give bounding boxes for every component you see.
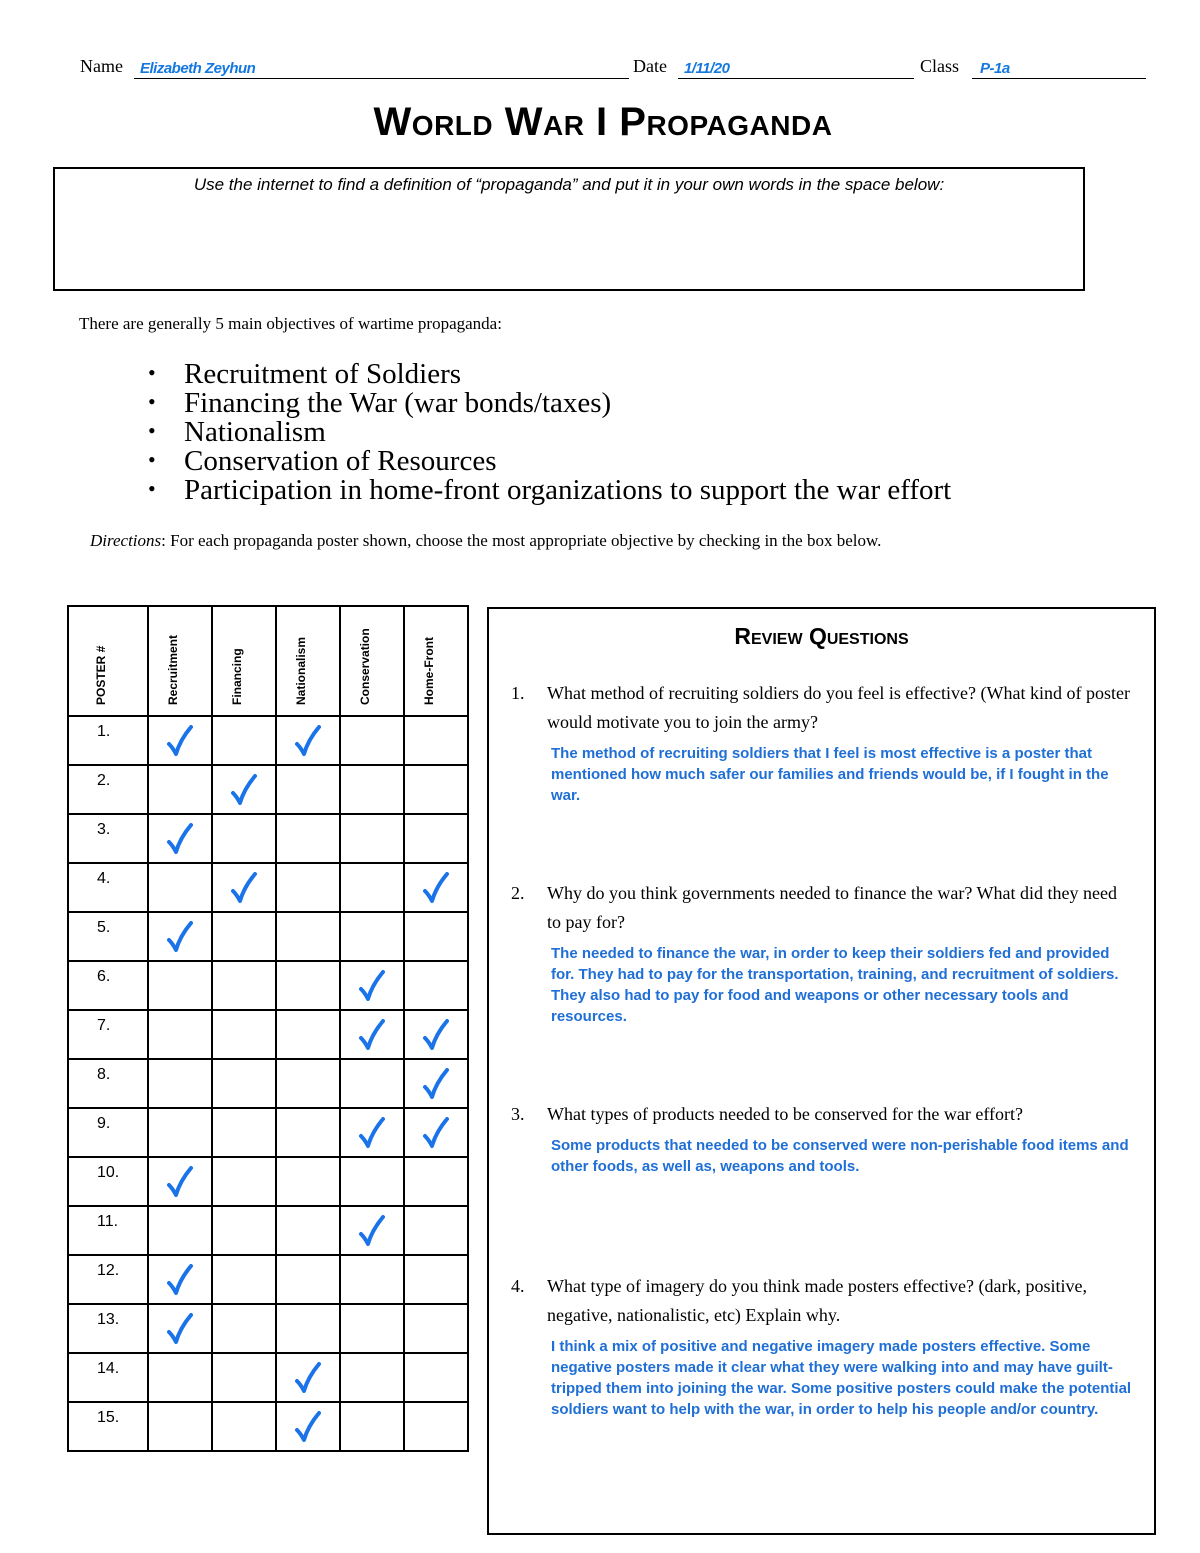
checkbox-cell[interactable] xyxy=(340,863,404,912)
checkbox-cell[interactable] xyxy=(340,1157,404,1206)
table-row xyxy=(68,1353,468,1402)
list-item: • Participation in home-front organizations to support the war effort xyxy=(148,474,952,506)
checkbox-cell[interactable] xyxy=(212,1059,276,1108)
table-row xyxy=(68,912,468,961)
checkbox-cell[interactable] xyxy=(276,1157,340,1206)
checkbox-cell[interactable] xyxy=(148,814,212,863)
poster-number-cell xyxy=(68,912,148,961)
checkmark-icon xyxy=(421,871,451,905)
home-front-header-cell xyxy=(404,606,468,716)
checkbox-cell[interactable] xyxy=(276,1353,340,1402)
poster-number-cell xyxy=(68,765,148,814)
checkmark-icon xyxy=(357,1116,387,1150)
checkbox-cell[interactable] xyxy=(276,912,340,961)
checkmark-icon xyxy=(357,1018,387,1052)
checkbox-cell[interactable] xyxy=(404,1353,468,1402)
date-field[interactable] xyxy=(678,58,914,79)
poster-number-cell xyxy=(68,1206,148,1255)
checkbox-cell[interactable] xyxy=(404,1304,468,1353)
checkmark-icon xyxy=(229,871,259,905)
checkbox-cell[interactable] xyxy=(340,1402,404,1451)
checkbox-cell[interactable] xyxy=(148,1255,212,1304)
question-3 xyxy=(511,1100,1132,1177)
checkbox-cell[interactable] xyxy=(276,1304,340,1353)
checkbox-cell[interactable] xyxy=(404,1059,468,1108)
checkbox-cell[interactable] xyxy=(340,961,404,1010)
checkbox-cell[interactable] xyxy=(340,1059,404,1108)
question-4 xyxy=(511,1272,1132,1420)
directions-label: Directions xyxy=(90,531,162,550)
checkbox-cell[interactable] xyxy=(404,814,468,863)
poster-number: 5. xyxy=(97,919,111,936)
checkbox-cell[interactable] xyxy=(212,716,276,765)
poster-number-cell xyxy=(68,1108,148,1157)
checkbox-cell[interactable] xyxy=(340,912,404,961)
checkbox-cell[interactable] xyxy=(404,1157,468,1206)
list-item: • Financing the War (war bonds/taxes) xyxy=(148,387,612,419)
checkbox-cell[interactable] xyxy=(148,716,212,765)
class-field[interactable] xyxy=(972,58,1146,79)
answer-field[interactable]: The needed to finance the war, in order to keep their soldiers fed and provided for. They had to pay for the transportation, training, and recruitment of soldiers. They also had to pay for food and weapons or other necessary tools and resources. xyxy=(551,945,1119,1025)
checkbox-cell[interactable] xyxy=(276,863,340,912)
list-item: • Nationalism xyxy=(148,416,326,448)
checkmark-icon xyxy=(421,1067,451,1101)
checkbox-cell[interactable] xyxy=(212,1353,276,1402)
table-row xyxy=(68,814,468,863)
checkbox-cell[interactable] xyxy=(276,814,340,863)
poster-number: 7. xyxy=(97,1017,111,1034)
table-row xyxy=(68,1255,468,1304)
checkbox-cell[interactable] xyxy=(404,1255,468,1304)
checkbox-cell[interactable] xyxy=(148,863,212,912)
home-front-header: Home-Front xyxy=(422,637,436,705)
definition-prompt: Use the internet to find a definition of “propaganda” and put it in your own words in the space below: xyxy=(193,175,945,194)
poster-number-cell xyxy=(68,1059,148,1108)
checkbox-cell[interactable] xyxy=(148,1157,212,1206)
checkbox-cell[interactable] xyxy=(404,1010,468,1059)
checkbox-cell[interactable] xyxy=(212,1010,276,1059)
checkbox-cell[interactable] xyxy=(212,1304,276,1353)
checkbox-cell[interactable] xyxy=(212,1402,276,1451)
question-number: 4. xyxy=(511,1276,525,1296)
answer-field[interactable]: Some products that needed to be conserved were non-perishable food items and other foods, as well as, weapons and tools. xyxy=(551,1137,1129,1175)
checkbox-cell[interactable] xyxy=(212,765,276,814)
objectives-list xyxy=(148,358,952,506)
financing-header: Financing xyxy=(230,648,244,705)
checkbox-cell[interactable] xyxy=(212,961,276,1010)
question-text: Why do you think governments needed to finance the war? What did they need to pay for? xyxy=(547,883,1117,932)
poster-number: 9. xyxy=(97,1115,111,1132)
directions xyxy=(90,531,881,551)
table-row xyxy=(68,1157,468,1206)
name-value: Elizabeth Zeyhun xyxy=(140,60,256,77)
checkbox-cell[interactable] xyxy=(276,961,340,1010)
checkbox-cell[interactable] xyxy=(276,1108,340,1157)
review-title: Review Questions xyxy=(734,623,909,649)
nationalism-header: Nationalism xyxy=(294,636,308,705)
table-row xyxy=(68,1304,468,1353)
table-row xyxy=(68,1059,468,1108)
table-row xyxy=(68,1108,468,1157)
checkmark-icon xyxy=(293,1361,323,1395)
answer-field[interactable]: I think a mix of positive and negative imagery made posters effective. Some negative posters made it clear what they were walking into and may have guilt-tripped them into joining the war. Some positive posters could make the potential soldiers want to help with the war, in order to help his people and/or country. xyxy=(551,1338,1132,1418)
poster-number-cell xyxy=(68,1157,148,1206)
checkbox-cell[interactable] xyxy=(404,1206,468,1255)
definition-box[interactable] xyxy=(53,167,1085,291)
checkbox-cell[interactable] xyxy=(404,863,468,912)
objectives-intro: There are generally 5 main objectives of wartime propaganda: xyxy=(79,314,502,333)
poster-number-cell xyxy=(68,1353,148,1402)
name-field[interactable] xyxy=(134,58,434,79)
checkbox-cell[interactable] xyxy=(340,1353,404,1402)
question-2 xyxy=(511,879,1132,1027)
checkmark-icon xyxy=(357,969,387,1003)
table-row xyxy=(68,716,468,765)
table-row xyxy=(68,863,468,912)
checkbox-cell[interactable] xyxy=(404,961,468,1010)
checkbox-cell[interactable] xyxy=(340,1108,404,1157)
conservation-header-cell xyxy=(340,606,404,716)
poster-number-header: POSTER # xyxy=(94,645,108,705)
checkbox-cell[interactable] xyxy=(276,1402,340,1451)
table-row xyxy=(68,961,468,1010)
directions-text: : For each propaganda poster shown, choose the most appropriate objective by checking in the box below. xyxy=(161,531,882,550)
checkbox-cell[interactable] xyxy=(276,716,340,765)
recruitment-header: Recruitment xyxy=(166,634,180,705)
poster-number-cell xyxy=(68,1255,148,1304)
checkmark-icon xyxy=(421,1116,451,1150)
poster-number: 1. xyxy=(97,723,111,740)
checkmark-icon xyxy=(165,1263,195,1297)
checkbox-cell[interactable] xyxy=(340,765,404,814)
review-box xyxy=(487,607,1156,1535)
checkbox-cell[interactable] xyxy=(404,765,468,814)
checkbox-cell[interactable] xyxy=(212,1108,276,1157)
table-header-row xyxy=(68,606,468,716)
checkbox-cell[interactable] xyxy=(212,1206,276,1255)
checkmark-icon xyxy=(357,1214,387,1248)
checkbox-cell[interactable] xyxy=(340,716,404,765)
name-label: Name xyxy=(80,56,123,76)
conservation-header: Conservation xyxy=(358,628,372,705)
date-label: Date xyxy=(633,56,667,76)
poster-number: 3. xyxy=(97,821,111,838)
table-row xyxy=(68,1010,468,1059)
poster-number: 6. xyxy=(97,968,111,985)
poster-number: 11. xyxy=(97,1213,119,1230)
checkbox-cell[interactable] xyxy=(212,912,276,961)
checkmark-icon xyxy=(229,773,259,807)
question-number: 2. xyxy=(511,883,525,903)
checkbox-cell[interactable] xyxy=(404,1402,468,1451)
checkbox-cell[interactable] xyxy=(212,814,276,863)
checkmark-icon xyxy=(165,1312,195,1346)
checkbox-cell[interactable] xyxy=(276,1010,340,1059)
checkbox-cell[interactable] xyxy=(276,765,340,814)
poster-number-cell xyxy=(68,961,148,1010)
list-item: • Conservation of Resources xyxy=(148,445,497,477)
checkbox-cell[interactable] xyxy=(148,1353,212,1402)
poster-number: 15. xyxy=(97,1409,120,1426)
checkbox-cell[interactable] xyxy=(276,1206,340,1255)
question-number: 3. xyxy=(511,1104,525,1124)
checkbox-cell[interactable] xyxy=(340,1206,404,1255)
checkmark-icon xyxy=(165,822,195,856)
checkbox-cell[interactable] xyxy=(148,1059,212,1108)
checkmark-icon xyxy=(165,920,195,954)
class-value: P-1a xyxy=(980,60,1010,77)
question-1 xyxy=(511,679,1132,806)
date-value: 1/11/20 xyxy=(684,60,730,77)
checkbox-cell[interactable] xyxy=(404,912,468,961)
question-text: What method of recruiting soldiers do you feel is effective? (What kind of poster would motivate you to join the army? xyxy=(547,683,1130,732)
poster-number: 10. xyxy=(97,1164,120,1181)
poster-number: 2. xyxy=(97,772,111,789)
table-row xyxy=(68,765,468,814)
checkbox-cell[interactable] xyxy=(404,1108,468,1157)
poster-number: 4. xyxy=(97,870,111,887)
poster-number: 8. xyxy=(97,1066,111,1083)
checkmark-icon xyxy=(165,724,195,758)
poster-number: 12. xyxy=(97,1262,120,1279)
class-label: Class xyxy=(920,56,960,76)
answer-field[interactable]: The method of recruiting soldiers that I feel is most effective is a poster that mentioned how much safer our families and friends would be, if I fought in the war. xyxy=(551,745,1109,804)
checkbox-cell[interactable] xyxy=(148,1010,212,1059)
checkbox-cell[interactable] xyxy=(276,1255,340,1304)
poster-number: 13. xyxy=(97,1311,120,1328)
checkbox-cell[interactable] xyxy=(340,1304,404,1353)
checkbox-cell[interactable] xyxy=(340,1010,404,1059)
recruitment-header-cell xyxy=(148,606,212,716)
checkmark-icon xyxy=(293,724,323,758)
nationalism-header-cell xyxy=(276,606,340,716)
table-row xyxy=(68,1402,468,1451)
checkbox-cell[interactable] xyxy=(340,1255,404,1304)
poster-number-header-cell xyxy=(68,606,148,716)
checkbox-cell[interactable] xyxy=(148,1206,212,1255)
checkbox-cell[interactable] xyxy=(404,716,468,765)
question-number: 1. xyxy=(511,683,525,703)
checkbox-cell[interactable] xyxy=(148,765,212,814)
page-title: World War I Propaganda xyxy=(373,100,833,144)
poster-number-cell xyxy=(68,1304,148,1353)
checkbox-cell[interactable] xyxy=(148,961,212,1010)
checkbox-cell[interactable] xyxy=(148,1402,212,1451)
checkbox-cell[interactable] xyxy=(212,863,276,912)
checkbox-cell[interactable] xyxy=(148,1108,212,1157)
poster-number-cell xyxy=(68,1010,148,1059)
checkbox-cell[interactable] xyxy=(148,1304,212,1353)
financing-header-cell xyxy=(212,606,276,716)
question-text: What type of imagery do you think made posters effective? (dark, positive, negative, nationalistic, etc) Explain why. xyxy=(547,1276,1087,1325)
checkbox-cell[interactable] xyxy=(276,1059,340,1108)
question-text: What types of products needed to be conserved for the war effort? xyxy=(547,1104,1023,1124)
table-row xyxy=(68,1206,468,1255)
checkbox-cell[interactable] xyxy=(212,1157,276,1206)
checkbox-cell[interactable] xyxy=(340,814,404,863)
checkmark-icon xyxy=(165,1165,195,1199)
checkbox-cell[interactable] xyxy=(212,1255,276,1304)
name-field-extension xyxy=(434,58,629,79)
poster-number-cell xyxy=(68,1402,148,1451)
poster-number-cell xyxy=(68,716,148,765)
poster-number-cell xyxy=(68,863,148,912)
checkbox-cell[interactable] xyxy=(148,912,212,961)
list-item: • Recruitment of Soldiers xyxy=(148,358,462,390)
poster-number: 14. xyxy=(97,1360,120,1377)
checkmark-icon xyxy=(293,1410,323,1444)
checkmark-icon xyxy=(421,1018,451,1052)
poster-table xyxy=(67,605,469,1452)
poster-number-cell xyxy=(68,814,148,863)
